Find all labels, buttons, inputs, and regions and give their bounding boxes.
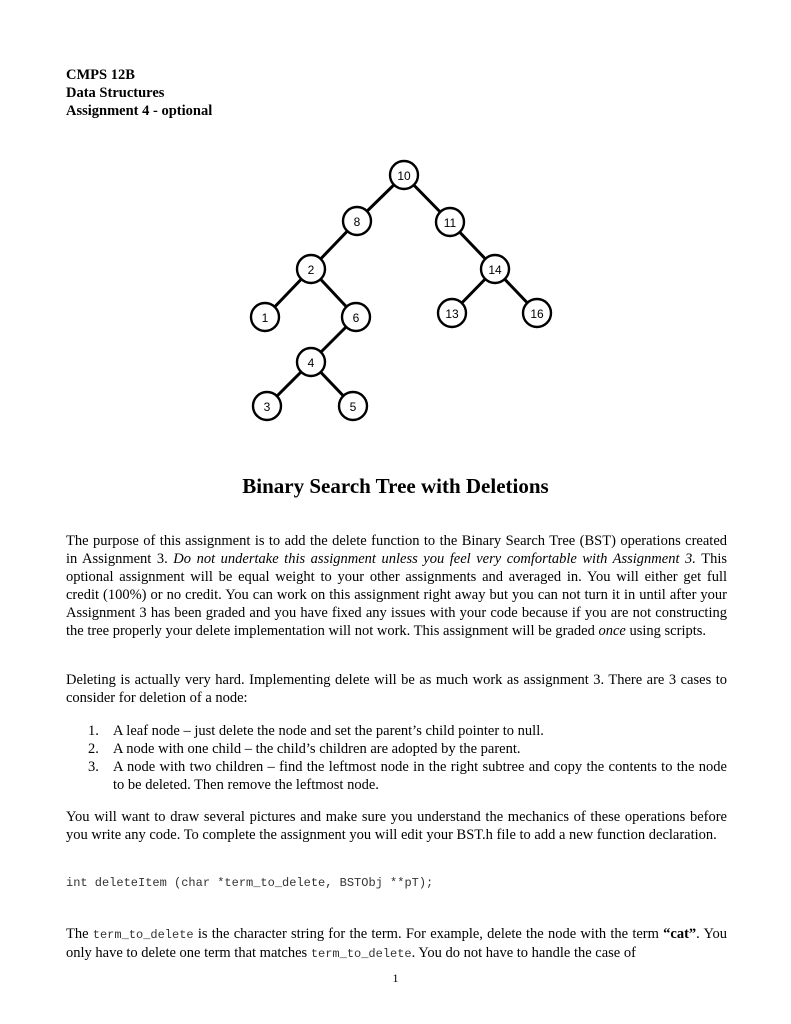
list-item-text: A node with two children – find the leftmost node in the right subtree and copy the contents to the node to be deleted. Then remove the leftmost node.	[113, 759, 727, 793]
tree-node	[297, 255, 325, 283]
page-title: Binary Search Tree with Deletions	[242, 474, 549, 498]
course-code: CMPS 12B	[66, 67, 135, 83]
bst-diagram	[0, 0, 791, 440]
list-item-text: A leaf node – just delete the node and set the parent’s child pointer to null.	[113, 723, 544, 739]
tree-node	[390, 161, 418, 189]
tree-node-label: 10	[397, 169, 411, 183]
tree-node	[523, 299, 551, 327]
term-paragraph	[66, 925, 727, 963]
tree-node-label: 5	[349, 400, 357, 414]
deletion-cases-list	[88, 722, 727, 794]
term-code-2: term_to_delete	[310, 947, 412, 961]
term-text-e: . You only have to delete one term that matches	[66, 926, 727, 961]
list-item-number: 2.	[88, 741, 99, 757]
tree-node-label: 3	[263, 400, 271, 414]
term-text-c: is the character string for the term. For example, delete the node with the term	[193, 926, 664, 942]
tree-node-label: 1	[261, 311, 269, 325]
tree-node-label: 14	[488, 263, 502, 277]
page-number: 1	[392, 971, 399, 985]
deletion-paragraph: Deleting is actually very hard. Implementing delete will be as much work as assignment 3. There are 3 cases to consider for deletion of a node:	[66, 672, 727, 706]
tree-node-label: 2	[307, 263, 315, 277]
tree-nodes	[251, 161, 551, 420]
tree-node	[343, 207, 371, 235]
tree-node	[342, 303, 370, 331]
tree-node	[481, 255, 509, 283]
term-code-1: term_to_delete	[92, 928, 194, 942]
tree-node-label: 4	[307, 356, 315, 370]
tree-node	[253, 392, 281, 420]
tree-node-label: 16	[530, 307, 544, 321]
intro-text-e: using scripts.	[625, 623, 707, 639]
course-subject: Data Structures	[66, 85, 165, 101]
list-item	[88, 740, 727, 758]
intro-text-a: The purpose of this assignment is to add the delete function to the Binary Search Tree (BST) operations created in Assignment 3.	[66, 533, 727, 567]
tree-node	[339, 392, 367, 420]
intro-text-c: This optional assignment will be equal weight to your other assignments and averaged in. You will either get full credit (100%) or no credit. You can work on this assignment right away but you can not turn it in until after your Assignment 3 has been graded and you have fixed any issues with your code because if you are not constructing the tree properly your delete implementation will not work. This assignment will be graded	[66, 551, 727, 639]
intro-emphasis-once: once	[598, 623, 626, 639]
tree-node-label: 8	[353, 215, 361, 229]
list-item-number: 3.	[88, 759, 99, 775]
list-item-text: A node with one child – the child’s children are adopted by the parent.	[113, 741, 521, 757]
list-item	[88, 758, 727, 794]
tree-node	[297, 348, 325, 376]
tree-node	[436, 208, 464, 236]
term-text-g: . You do not have to handle the case of	[411, 945, 636, 961]
code-declaration: int deleteItem (char *term_to_delete, BSTObj **pT);	[66, 876, 434, 890]
term-example: “cat”	[663, 926, 697, 942]
tree-node	[251, 303, 279, 331]
assignment-label: Assignment 4 - optional	[66, 103, 213, 119]
tree-node	[438, 299, 466, 327]
tree-node-label: 6	[352, 311, 360, 325]
tree-node-label: 11	[443, 216, 457, 230]
list-item	[88, 722, 727, 740]
list-item-number: 1.	[88, 723, 99, 739]
intro-warning: Do not undertake this assignment unless you feel very comfortable with Assignment 3.	[173, 551, 696, 567]
term-text-a: The	[66, 926, 93, 942]
instructions-paragraph: You will want to draw several pictures and make sure you understand the mechanics of these operations before you write any code. To complete the assignment you will edit your BST.h file to add a new function declaration.	[66, 809, 727, 843]
intro-paragraph	[66, 532, 727, 640]
tree-node-label: 13	[445, 307, 459, 321]
